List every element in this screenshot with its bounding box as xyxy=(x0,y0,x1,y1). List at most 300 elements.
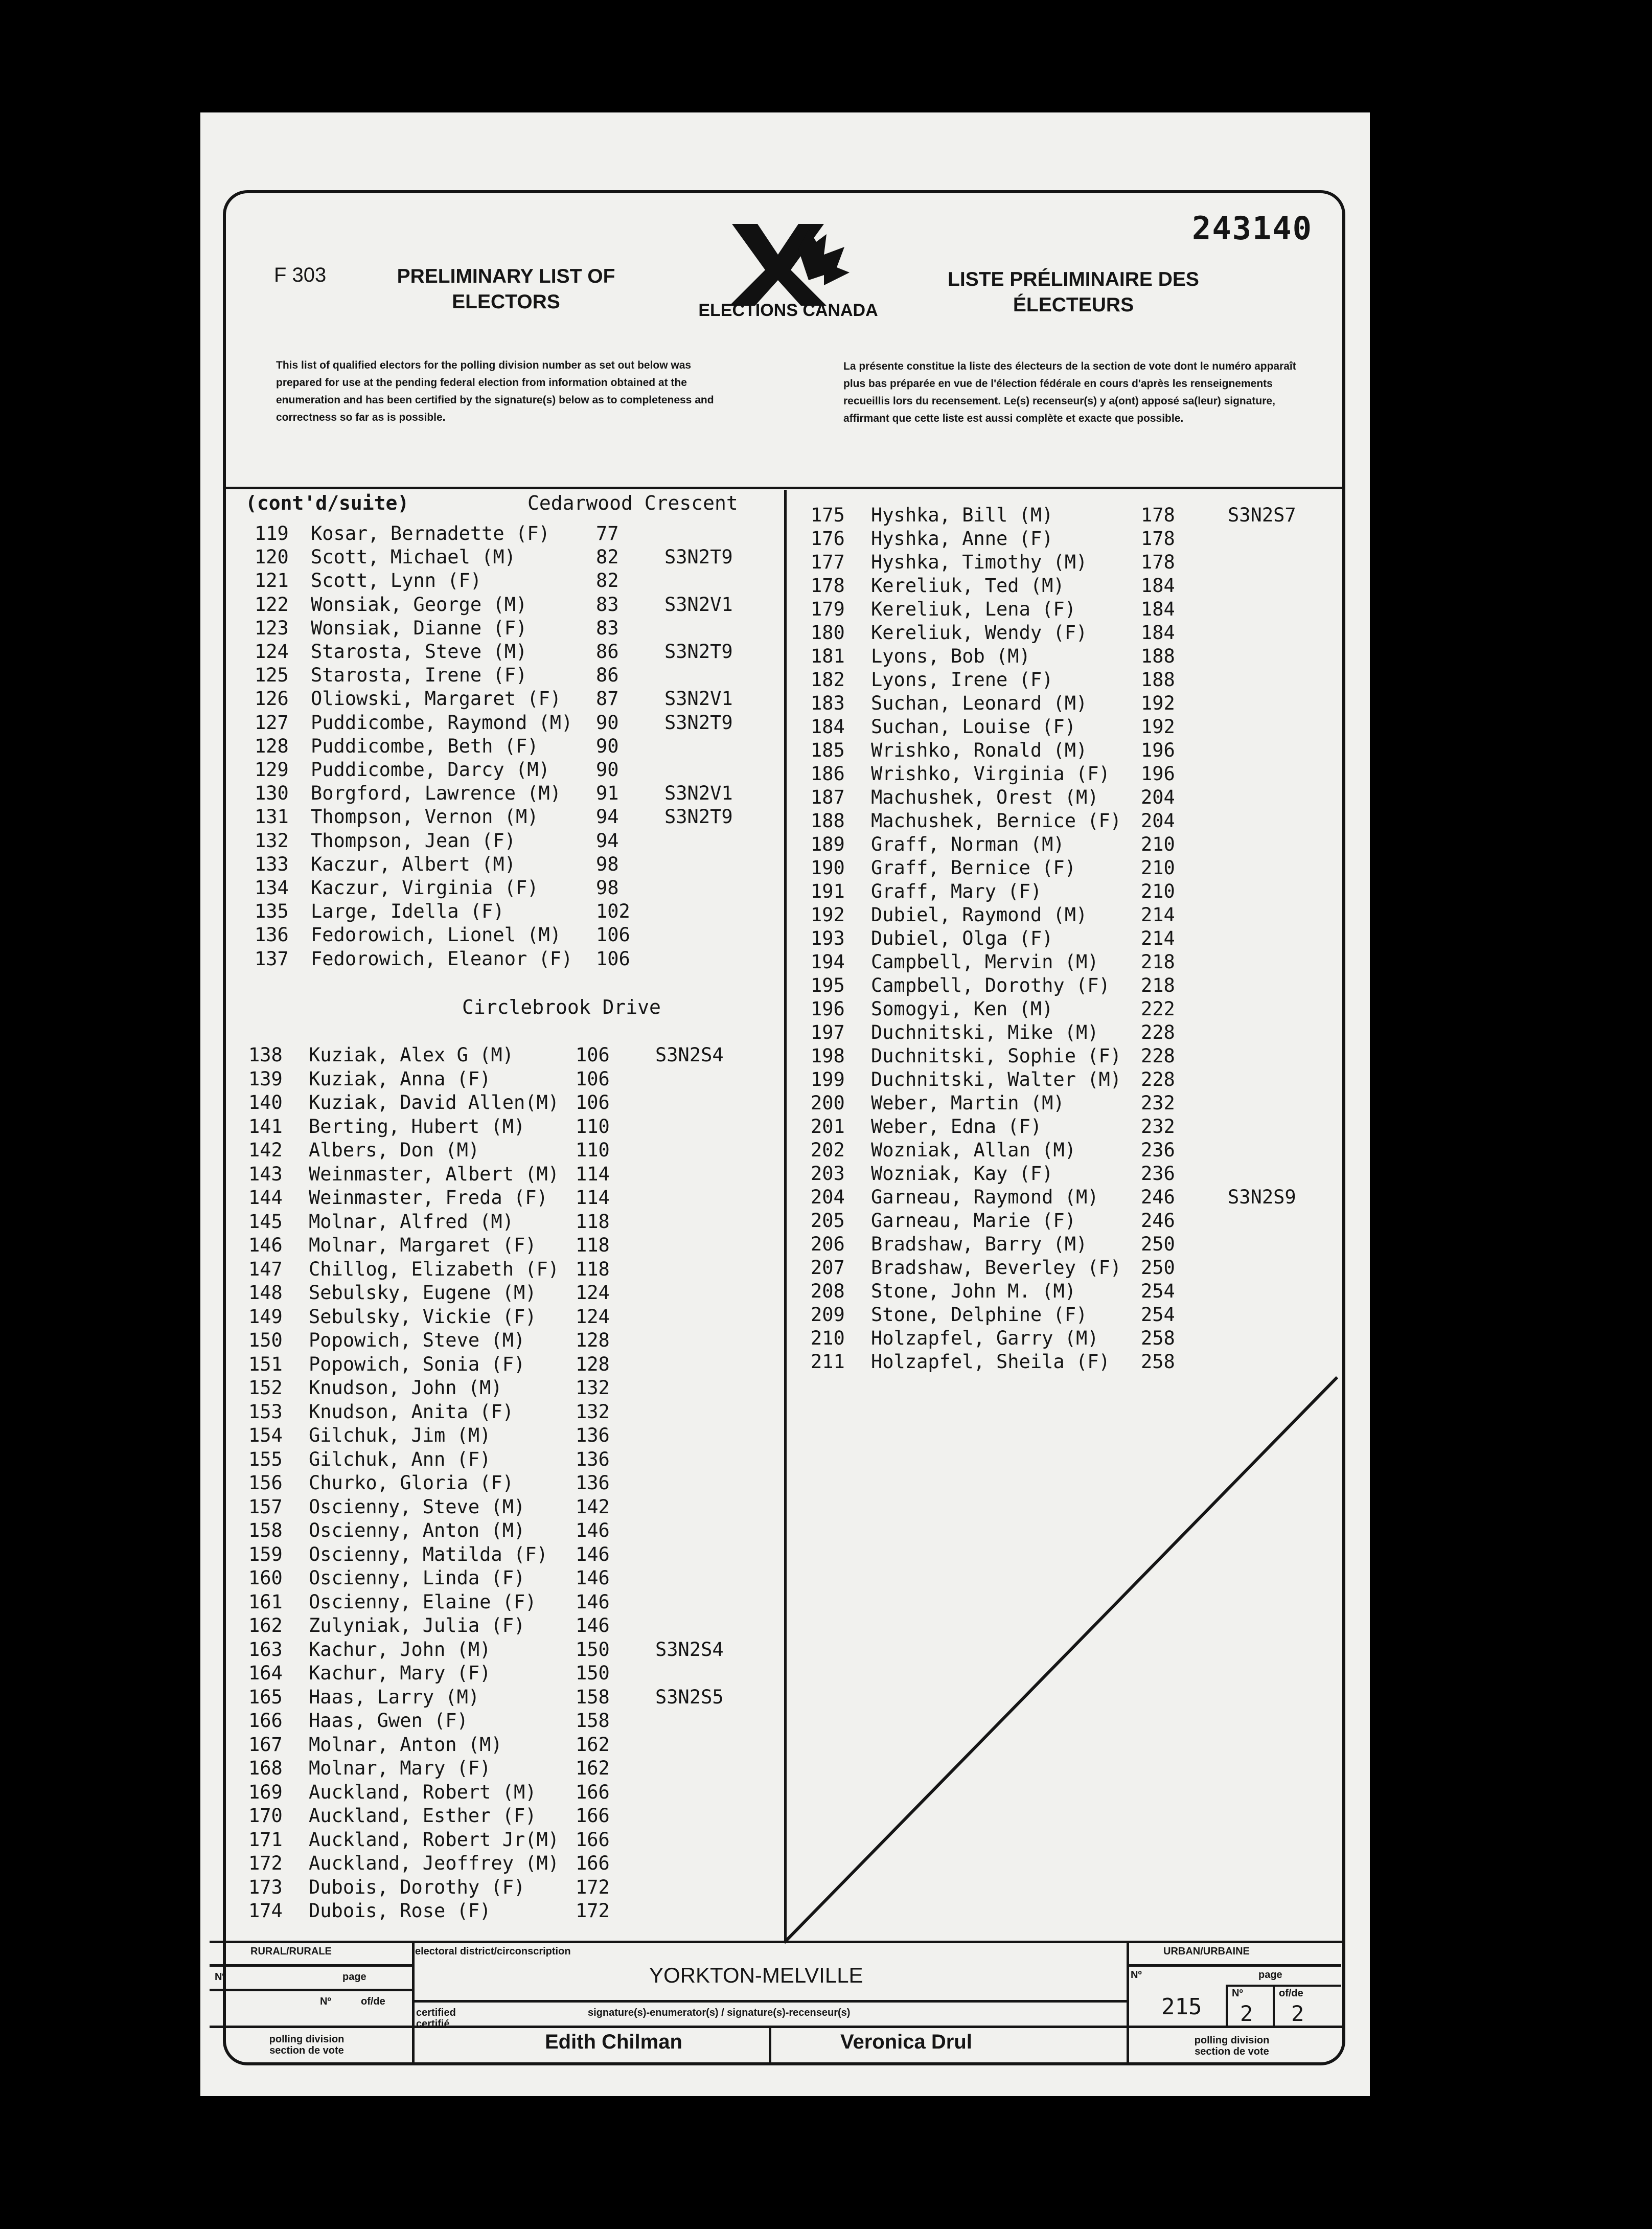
elector-number: 140 xyxy=(248,1091,283,1113)
elector-number: 135 xyxy=(255,900,289,923)
urban-label: URBAN/URBAINE xyxy=(1163,1946,1250,1957)
elector-postal-code: S3N2S4 xyxy=(655,1638,724,1661)
elector-number: 204 xyxy=(811,1186,845,1208)
elector-number: 149 xyxy=(248,1305,283,1328)
elector-address: 87 xyxy=(596,688,619,710)
elector-address: 214 xyxy=(1141,904,1175,926)
elector-name: Duchnitski, Walter (M) xyxy=(871,1068,1122,1090)
elector-number: 161 xyxy=(248,1590,283,1613)
urban-of-divider xyxy=(1273,1985,1275,2027)
elector-address: 128 xyxy=(576,1329,610,1351)
elector-name: Knudson, Anita (F) xyxy=(309,1400,514,1423)
elector-number: 130 xyxy=(255,782,289,805)
elector-address: 166 xyxy=(576,1781,610,1803)
elector-number: 202 xyxy=(811,1139,845,1161)
elector-address: 118 xyxy=(576,1210,610,1233)
elector-address: 82 xyxy=(596,546,619,568)
elector-address: 192 xyxy=(1141,716,1175,738)
elector-address: 188 xyxy=(1141,645,1175,667)
elector-name: Kosar, Bernadette (F) xyxy=(311,522,550,544)
elector-name: Kereliuk, Wendy (F) xyxy=(871,622,1088,644)
elector-address: 210 xyxy=(1141,833,1175,855)
elector-number: 150 xyxy=(248,1329,283,1351)
elector-number: 162 xyxy=(248,1614,283,1636)
elector-address: 192 xyxy=(1141,692,1175,714)
elector-postal-code: S3N2V1 xyxy=(664,688,733,710)
elector-address: 106 xyxy=(576,1044,610,1066)
elector-number: 158 xyxy=(248,1519,283,1541)
elector-name: Wozniak, Kay (F) xyxy=(871,1163,1053,1185)
elector-postal-code: S3N2S4 xyxy=(655,1044,724,1066)
elector-number: 133 xyxy=(255,853,289,875)
elector-address: 82 xyxy=(596,570,619,592)
elector-name: Auckland, Esther (F) xyxy=(309,1805,537,1827)
elector-number: 120 xyxy=(255,546,289,568)
elector-number: 206 xyxy=(811,1233,845,1255)
elector-name: Dubiel, Olga (F) xyxy=(871,927,1053,949)
elector-address: 110 xyxy=(576,1139,610,1161)
elector-name: Wrishko, Virginia (F) xyxy=(871,763,1110,785)
elector-number: 164 xyxy=(248,1662,283,1684)
elector-name: Haas, Gwen (F) xyxy=(309,1710,468,1732)
urban-no-label: Nº xyxy=(1131,1969,1142,1981)
form-number: F 303 xyxy=(274,264,327,286)
elector-name: Stone, Delphine (F) xyxy=(871,1304,1088,1326)
elector-address: 98 xyxy=(596,853,619,875)
elector-postal-code: S3N2T9 xyxy=(664,546,733,568)
elector-address: 254 xyxy=(1141,1304,1175,1326)
elector-number: 131 xyxy=(255,806,289,828)
elector-address: 146 xyxy=(576,1590,610,1613)
elector-address: 136 xyxy=(576,1448,610,1470)
elector-name: Hyshka, Anne (F) xyxy=(871,528,1053,550)
elector-address: 172 xyxy=(576,1876,610,1898)
elector-address: 142 xyxy=(576,1495,610,1518)
elector-number: 199 xyxy=(811,1068,845,1090)
elector-number: 134 xyxy=(255,877,289,899)
elector-number: 143 xyxy=(248,1163,283,1185)
footer-divider-left xyxy=(412,1941,415,2065)
elector-number: 144 xyxy=(248,1187,283,1209)
elector-address: 132 xyxy=(576,1377,610,1399)
elector-address: 246 xyxy=(1141,1186,1175,1208)
elector-number: 192 xyxy=(811,904,845,926)
page-number: 2 xyxy=(1240,2001,1253,2026)
urban-page-divider xyxy=(1226,1985,1228,2027)
elector-address: 232 xyxy=(1141,1092,1175,1114)
elector-number: 159 xyxy=(248,1543,283,1565)
elector-address: 106 xyxy=(596,947,630,970)
elector-address: 118 xyxy=(576,1258,610,1280)
elector-postal-code: S3N2T9 xyxy=(664,711,733,734)
elector-name: Holzapfel, Garry (M) xyxy=(871,1327,1099,1349)
elector-address: 214 xyxy=(1141,927,1175,949)
signature-label: signature(s)-enumerator(s) / signature(s)-recenseur(s) xyxy=(588,2007,851,2018)
district-name: YORKTON-MELVILLE xyxy=(649,1963,863,1987)
elector-address: 210 xyxy=(1141,880,1175,902)
urban-page-no-label: Nº xyxy=(1232,1988,1243,1999)
elector-number: 191 xyxy=(811,880,845,902)
elector-postal-code: S3N2T9 xyxy=(664,641,733,663)
elector-number: 127 xyxy=(255,711,289,734)
elector-address: 210 xyxy=(1141,857,1175,879)
elector-name: Puddicombe, Beth (F) xyxy=(311,735,539,757)
elector-address: 222 xyxy=(1141,998,1175,1020)
elector-name: Stone, John M. (M) xyxy=(871,1280,1076,1302)
elector-name: Kuziak, David Allen(M) xyxy=(309,1091,560,1113)
elector-number: 160 xyxy=(248,1567,283,1589)
elector-number: 195 xyxy=(811,974,845,996)
signature-enumerator-1: Edith Chilman xyxy=(545,2031,682,2053)
elector-address: 204 xyxy=(1141,786,1175,808)
elector-address: 118 xyxy=(576,1234,610,1256)
elector-number: 189 xyxy=(811,833,845,855)
elector-address: 204 xyxy=(1141,810,1175,832)
elector-name: Dubois, Dorothy (F) xyxy=(309,1876,525,1898)
elector-name: Graff, Mary (F) xyxy=(871,880,1042,902)
elector-name: Molnar, Mary (F) xyxy=(309,1757,491,1779)
elector-name: Oscienny, Elaine (F) xyxy=(309,1590,537,1613)
elector-name: Bradshaw, Beverley (F) xyxy=(871,1257,1122,1279)
elector-name: Machushek, Orest (M) xyxy=(871,786,1099,808)
serial-number: 243140 xyxy=(1192,210,1313,247)
elector-number: 174 xyxy=(248,1900,283,1922)
elector-address: 146 xyxy=(576,1519,610,1541)
district-line xyxy=(412,2000,1128,2003)
elector-address: 188 xyxy=(1141,669,1175,691)
elector-name: Dubois, Rose (F) xyxy=(309,1900,491,1922)
elector-number: 124 xyxy=(255,641,289,663)
elector-address: 196 xyxy=(1141,739,1175,761)
elector-name: Dubiel, Raymond (M) xyxy=(871,904,1088,926)
elector-number: 137 xyxy=(255,947,289,970)
elector-address: 178 xyxy=(1141,504,1175,526)
elector-number: 184 xyxy=(811,716,845,738)
elector-number: 208 xyxy=(811,1280,845,1302)
elector-number: 179 xyxy=(811,598,845,620)
elector-address: 162 xyxy=(576,1733,610,1756)
elector-name: Garneau, Raymond (M) xyxy=(871,1186,1099,1208)
elector-number: 203 xyxy=(811,1163,845,1185)
cancellation-diagonal xyxy=(784,1375,1341,1948)
elector-number: 152 xyxy=(248,1377,283,1399)
elector-name: Puddicombe, Darcy (M) xyxy=(311,759,550,781)
elector-number: 154 xyxy=(248,1424,283,1446)
elector-number: 201 xyxy=(811,1116,845,1138)
elector-name: Duchnitski, Mike (M) xyxy=(871,1021,1099,1043)
elector-address: 110 xyxy=(576,1115,610,1138)
elector-name: Molnar, Anton (M) xyxy=(309,1733,502,1756)
elector-number: 190 xyxy=(811,857,845,879)
elector-name: Churko, Gloria (F) xyxy=(309,1472,514,1494)
footer-divider-right xyxy=(1127,1941,1129,2065)
signature-enumerator-2: Veronica Drul xyxy=(840,2031,972,2053)
elector-number: 209 xyxy=(811,1304,845,1326)
elector-address: 83 xyxy=(596,617,619,639)
elector-name: Gilchuk, Ann (F) xyxy=(309,1448,491,1470)
elector-name: Kachur, John (M) xyxy=(309,1638,491,1661)
elector-address: 90 xyxy=(596,759,619,781)
footer-top-border xyxy=(210,1941,1344,1943)
elector-number: 177 xyxy=(811,551,845,573)
elector-address: 114 xyxy=(576,1163,610,1185)
elector-number: 153 xyxy=(248,1400,283,1423)
elector-name: Kuziak, Anna (F) xyxy=(309,1067,491,1090)
intro-english: This list of qualified electors for the polling division number as set out below was prepared for use at the pending federal election from information obtained at the enumeration and has been certified by the signature(s) below as to completeness and correctness so far as is possible. xyxy=(276,359,714,423)
elector-name: Kaczur, Albert (M) xyxy=(311,853,516,875)
street-heading-cedarwood: Cedarwood Crescent xyxy=(527,492,738,514)
elector-name: Machushek, Bernice (F) xyxy=(871,810,1122,832)
elector-address: 162 xyxy=(576,1757,610,1779)
elector-address: 91 xyxy=(596,782,619,805)
elector-address: 94 xyxy=(596,806,619,828)
elector-name: Fedorowich, Eleanor (F) xyxy=(311,947,573,970)
elector-name: Weinmaster, Albert (M) xyxy=(309,1163,560,1185)
elector-number: 148 xyxy=(248,1282,283,1304)
elector-name: Oscienny, Linda (F) xyxy=(309,1567,525,1589)
elector-address: 166 xyxy=(576,1828,610,1851)
elector-number: 123 xyxy=(255,617,289,639)
elector-name: Weber, Martin (M) xyxy=(871,1092,1065,1114)
elector-postal-code: S3N2V1 xyxy=(664,593,733,616)
title-english: PRELIMINARY LIST OF ELECTORS xyxy=(397,265,615,313)
elector-name: Oscienny, Matilda (F) xyxy=(309,1543,548,1565)
elector-name: Holzapfel, Sheila (F) xyxy=(871,1351,1110,1373)
district-label: electoral district/circonscription xyxy=(415,1946,571,1957)
elector-name: Sebulsky, Vickie (F) xyxy=(309,1305,537,1328)
elector-name: Haas, Larry (M) xyxy=(309,1686,480,1708)
elector-address: 250 xyxy=(1141,1257,1175,1279)
elector-number: 157 xyxy=(248,1495,283,1518)
elector-number: 187 xyxy=(811,786,845,808)
elector-name: Zulyniak, Julia (F) xyxy=(309,1614,525,1636)
elector-number: 176 xyxy=(811,528,845,550)
elector-address: 94 xyxy=(596,829,619,852)
elector-number: 169 xyxy=(248,1781,283,1803)
elector-address: 106 xyxy=(576,1091,610,1113)
elector-number: 200 xyxy=(811,1092,845,1114)
elector-name: Auckland, Robert (M) xyxy=(309,1781,537,1803)
elector-name: Wrishko, Ronald (M) xyxy=(871,739,1088,761)
elector-number: 205 xyxy=(811,1210,845,1232)
elector-address: 166 xyxy=(576,1852,610,1874)
elector-address: 250 xyxy=(1141,1233,1175,1255)
footer-rural-line xyxy=(210,1964,414,1967)
elector-name: Auckland, Jeoffrey (M) xyxy=(309,1852,560,1874)
elector-number: 175 xyxy=(811,504,845,526)
elector-address: 150 xyxy=(576,1662,610,1684)
elector-name: Chillog, Elizabeth (F) xyxy=(309,1258,560,1280)
elector-name: Scott, Lynn (F) xyxy=(311,570,482,592)
elector-address: 236 xyxy=(1141,1163,1175,1185)
elector-number: 207 xyxy=(811,1257,845,1279)
elector-number: 128 xyxy=(255,735,289,757)
elector-name: Somogyi, Ken (M) xyxy=(871,998,1053,1020)
elector-address: 232 xyxy=(1141,1116,1175,1138)
elector-number: 165 xyxy=(248,1686,283,1708)
rural-polling-label: polling division section de vote xyxy=(269,2034,345,2056)
elector-name: Sebulsky, Eugene (M) xyxy=(309,1282,537,1304)
elector-address: 228 xyxy=(1141,1068,1175,1090)
elector-postal-code: S3N2S9 xyxy=(1228,1186,1296,1208)
elector-name: Albers, Don (M) xyxy=(309,1139,480,1161)
elector-name: Starosta, Irene (F) xyxy=(311,664,527,687)
elector-name: Thompson, Jean (F) xyxy=(311,829,516,852)
elector-address: 114 xyxy=(576,1187,610,1209)
continued-label: (cont'd/suite) xyxy=(245,492,409,514)
elector-number: 196 xyxy=(811,998,845,1020)
urban-page-label: page xyxy=(1258,1969,1282,1981)
title-french: LISTE PRÉLIMINAIRE DES ÉLECTEURS xyxy=(948,268,1199,316)
rural-of-label: of/de xyxy=(361,1996,385,2007)
elector-address: 90 xyxy=(596,735,619,757)
signature-divider xyxy=(769,2028,771,2065)
elector-name: Garneau, Marie (F) xyxy=(871,1210,1076,1232)
elector-name: Campbell, Mervin (M) xyxy=(871,951,1099,973)
elector-address: 136 xyxy=(576,1472,610,1494)
elector-number: 172 xyxy=(248,1852,283,1874)
elector-name: Borgford, Lawrence (M) xyxy=(311,782,562,805)
elector-name: Large, Idella (F) xyxy=(311,900,504,923)
elector-address: 258 xyxy=(1141,1351,1175,1373)
elector-number: 185 xyxy=(811,739,845,761)
elector-number: 197 xyxy=(811,1021,845,1043)
elector-address: 83 xyxy=(596,593,619,616)
elector-number: 193 xyxy=(811,927,845,949)
elector-number: 146 xyxy=(248,1234,283,1256)
elector-number: 129 xyxy=(255,759,289,781)
elector-address: 258 xyxy=(1141,1327,1175,1349)
elector-number: 138 xyxy=(248,1044,283,1066)
elector-number: 182 xyxy=(811,669,845,691)
elector-number: 171 xyxy=(248,1828,283,1851)
elector-name: Kereliuk, Lena (F) xyxy=(871,598,1076,620)
footer-bottom-line xyxy=(210,2026,1344,2028)
certified-label: certified certifié xyxy=(416,2007,456,2030)
elector-address: 146 xyxy=(576,1614,610,1636)
elector-name: Graff, Bernice (F) xyxy=(871,857,1076,879)
elector-address: 98 xyxy=(596,877,619,899)
elector-address: 90 xyxy=(596,711,619,734)
elector-number: 210 xyxy=(811,1327,845,1349)
elector-name: Auckland, Robert Jr(M) xyxy=(309,1828,560,1851)
elector-number: 155 xyxy=(248,1448,283,1470)
elector-number: 178 xyxy=(811,575,845,597)
elector-number: 170 xyxy=(248,1805,283,1827)
elector-address: 218 xyxy=(1141,951,1175,973)
elector-address: 102 xyxy=(596,900,630,923)
elector-name: Oliowski, Margaret (F) xyxy=(311,688,562,710)
elector-address: 184 xyxy=(1141,598,1175,620)
elector-address: 136 xyxy=(576,1424,610,1446)
elector-number: 183 xyxy=(811,692,845,714)
elector-name: Scott, Michael (M) xyxy=(311,546,516,568)
elector-address: 150 xyxy=(576,1638,610,1661)
elector-name: Popowich, Steve (M) xyxy=(309,1329,525,1351)
elector-number: 180 xyxy=(811,622,845,644)
elector-number: 211 xyxy=(811,1351,845,1373)
elector-name: Campbell, Dorothy (F) xyxy=(871,974,1110,996)
elector-number: 163 xyxy=(248,1638,283,1661)
elector-name: Suchan, Leonard (M) xyxy=(871,692,1088,714)
elector-address: 228 xyxy=(1141,1045,1175,1067)
elector-number: 122 xyxy=(255,593,289,616)
elector-name: Weber, Edna (F) xyxy=(871,1116,1042,1138)
elector-number: 151 xyxy=(248,1353,283,1375)
street-heading-circlebrook: Circlebrook Drive xyxy=(462,996,661,1018)
rural-no-label: Nº xyxy=(215,1971,226,1983)
elector-name: Suchan, Louise (F) xyxy=(871,716,1076,738)
elector-number: 173 xyxy=(248,1876,283,1898)
elector-address: 158 xyxy=(576,1686,610,1708)
elector-address: 106 xyxy=(576,1067,610,1090)
elector-address: 124 xyxy=(576,1305,610,1328)
elector-name: Graff, Norman (M) xyxy=(871,833,1065,855)
elector-address: 254 xyxy=(1141,1280,1175,1302)
elector-name: Oscienny, Anton (M) xyxy=(309,1519,525,1541)
elector-address: 196 xyxy=(1141,763,1175,785)
elector-address: 218 xyxy=(1141,974,1175,996)
elector-address: 246 xyxy=(1141,1210,1175,1232)
elector-address: 184 xyxy=(1141,575,1175,597)
elector-address: 178 xyxy=(1141,551,1175,573)
elector-name: Lyons, Bob (M) xyxy=(871,645,1030,667)
elector-name: Oscienny, Steve (M) xyxy=(309,1495,525,1518)
elector-number: 167 xyxy=(248,1733,283,1756)
elector-address: 172 xyxy=(576,1900,610,1922)
elector-postal-code: S3N2T9 xyxy=(664,806,733,828)
urban-polling-label: polling division section de vote xyxy=(1194,2035,1270,2057)
elector-number: 136 xyxy=(255,924,289,946)
footer-urban-line xyxy=(1127,1964,1341,1967)
urban-page-line xyxy=(1227,1985,1341,1987)
intro-french: La présente constitue la liste des électeurs de la section de vote dont le numéro apparaît plus bas préparée en vue de l'élection fédérale en cours d'après les renseignements recueillis lors du recensement. Le(s) recenseur(s) y a(ont) apposé sa(leur) signature, affirmant que cette liste est aussi complète et exacte que possible. xyxy=(843,360,1296,424)
elector-number: 121 xyxy=(255,570,289,592)
elector-number: 181 xyxy=(811,645,845,667)
elector-name: Starosta, Steve (M) xyxy=(311,641,527,663)
elector-address: 77 xyxy=(596,522,619,544)
elector-address: 236 xyxy=(1141,1139,1175,1161)
rural-page-label: page xyxy=(342,1971,366,1983)
elector-name: Hyshka, Timothy (M) xyxy=(871,551,1088,573)
elector-number: 141 xyxy=(248,1115,283,1138)
elector-name: Fedorowich, Lionel (M) xyxy=(311,924,562,946)
elector-name: Thompson, Vernon (M) xyxy=(311,806,539,828)
elector-number: 132 xyxy=(255,829,289,852)
footer-rural-line-2 xyxy=(210,1989,414,1991)
elector-number: 188 xyxy=(811,810,845,832)
elector-address: 184 xyxy=(1141,622,1175,644)
elector-address: 146 xyxy=(576,1543,610,1565)
elector-number: 147 xyxy=(248,1258,283,1280)
elector-address: 146 xyxy=(576,1567,610,1589)
page-total: 2 xyxy=(1291,2001,1304,2026)
elector-name: Molnar, Margaret (F) xyxy=(309,1234,537,1256)
elector-name: Lyons, Irene (F) xyxy=(871,669,1053,691)
logo-text: ELECTIONS CANADA xyxy=(698,301,878,320)
elector-number: 194 xyxy=(811,951,845,973)
elector-name: Bradshaw, Barry (M) xyxy=(871,1233,1088,1255)
elector-name: Gilchuk, Jim (M) xyxy=(309,1424,491,1446)
elector-number: 126 xyxy=(255,688,289,710)
elector-number: 168 xyxy=(248,1757,283,1779)
elector-number: 198 xyxy=(811,1045,845,1067)
elector-postal-code: S3N2S7 xyxy=(1228,504,1296,526)
elector-address: 166 xyxy=(576,1805,610,1827)
elector-address: 178 xyxy=(1141,528,1175,550)
elector-name: Wozniak, Allan (M) xyxy=(871,1139,1076,1161)
elector-name: Weinmaster, Freda (F) xyxy=(309,1187,548,1209)
